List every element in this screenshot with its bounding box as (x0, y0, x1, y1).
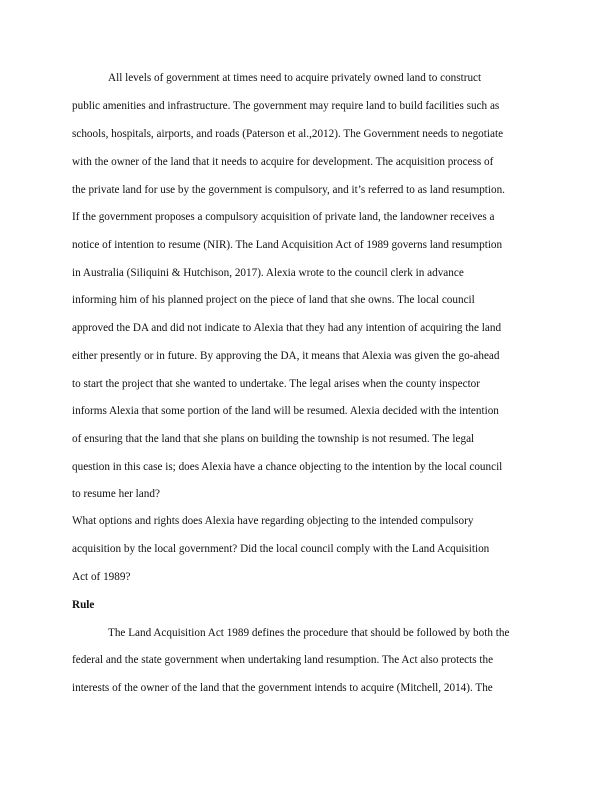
paragraph-1-line-13: informs Alexia that some portion of the land will be resumed. Alexia decided with the intention (72, 405, 499, 417)
paragraph-1-line-12: to start the project that she wanted to undertake. The legal arises when the county inspector (72, 378, 481, 390)
paragraph-1-line-6: If the government proposes a compulsory acquisition of private land, the landowner receives a (72, 211, 495, 223)
paragraph-2-line-2: acquisition by the local government? Did the local council comply with the Land Acquisition (72, 543, 490, 555)
paragraph-1-line-11: either presently or in future. By approving the DA, it means that Alexia was given the go-ahead (72, 350, 500, 362)
paragraph-2-line-3: Act of 1989? (72, 571, 131, 583)
paragraph-1-line-2: public amenities and infrastructure. The government may require land to build facilities such as (72, 100, 500, 112)
paragraph-1-line-9: informing him of his planned project on the piece of land that she owns. The local council (72, 294, 475, 306)
paragraph-1-line-15: question in this case is; does Alexia have a chance objecting to the intention by the local council (72, 461, 503, 473)
paragraph-1-line-10: approved the DA and did not indicate to Alexia that they had any intention of acquiring the land (72, 322, 502, 334)
paragraph-1-line-4: with the owner of the land that it needs to acquire for development. The acquisition process of (72, 156, 494, 168)
paragraph-2-line-1: What options and rights does Alexia have regarding objecting to the intended compulsory (72, 515, 474, 527)
paragraph-1-line-3: schools, hospitals, airports, and roads (Paterson et al.,2012). The Government needs to negotiate (72, 128, 504, 140)
paragraph-1-line-16: to resume her land? (72, 488, 160, 500)
paragraph-3-line-1: The Land Acquisition Act 1989 defines the procedure that should be followed by both the (108, 627, 510, 639)
paragraph-3-line-3: interests of the owner of the land that the government intends to acquire (Mitchell, 2014). The (72, 682, 493, 694)
paragraph-3-line-2: federal and the state government when undertaking land resumption. The Act also protects the (72, 654, 494, 666)
paragraph-1-line-14: of ensuring that the land that she plans on building the township is not resumed. The legal (72, 433, 475, 445)
paragraph-1-line-1: All levels of government at times need to acquire privately owned land to construct (108, 72, 482, 84)
section-heading-rule: Rule (72, 599, 95, 611)
paragraph-1-line-7: notice of intention to resume (NIR). The Land Acquisition Act of 1989 governs land resumption (72, 239, 503, 251)
paragraph-1-line-8: in Australia (Siliquini & Hutchison, 2017). Alexia wrote to the council clerk in advance (72, 267, 464, 279)
paragraph-1-line-5: the private land for use by the government is compulsory, and it’s referred to as land resumption. (72, 184, 505, 196)
